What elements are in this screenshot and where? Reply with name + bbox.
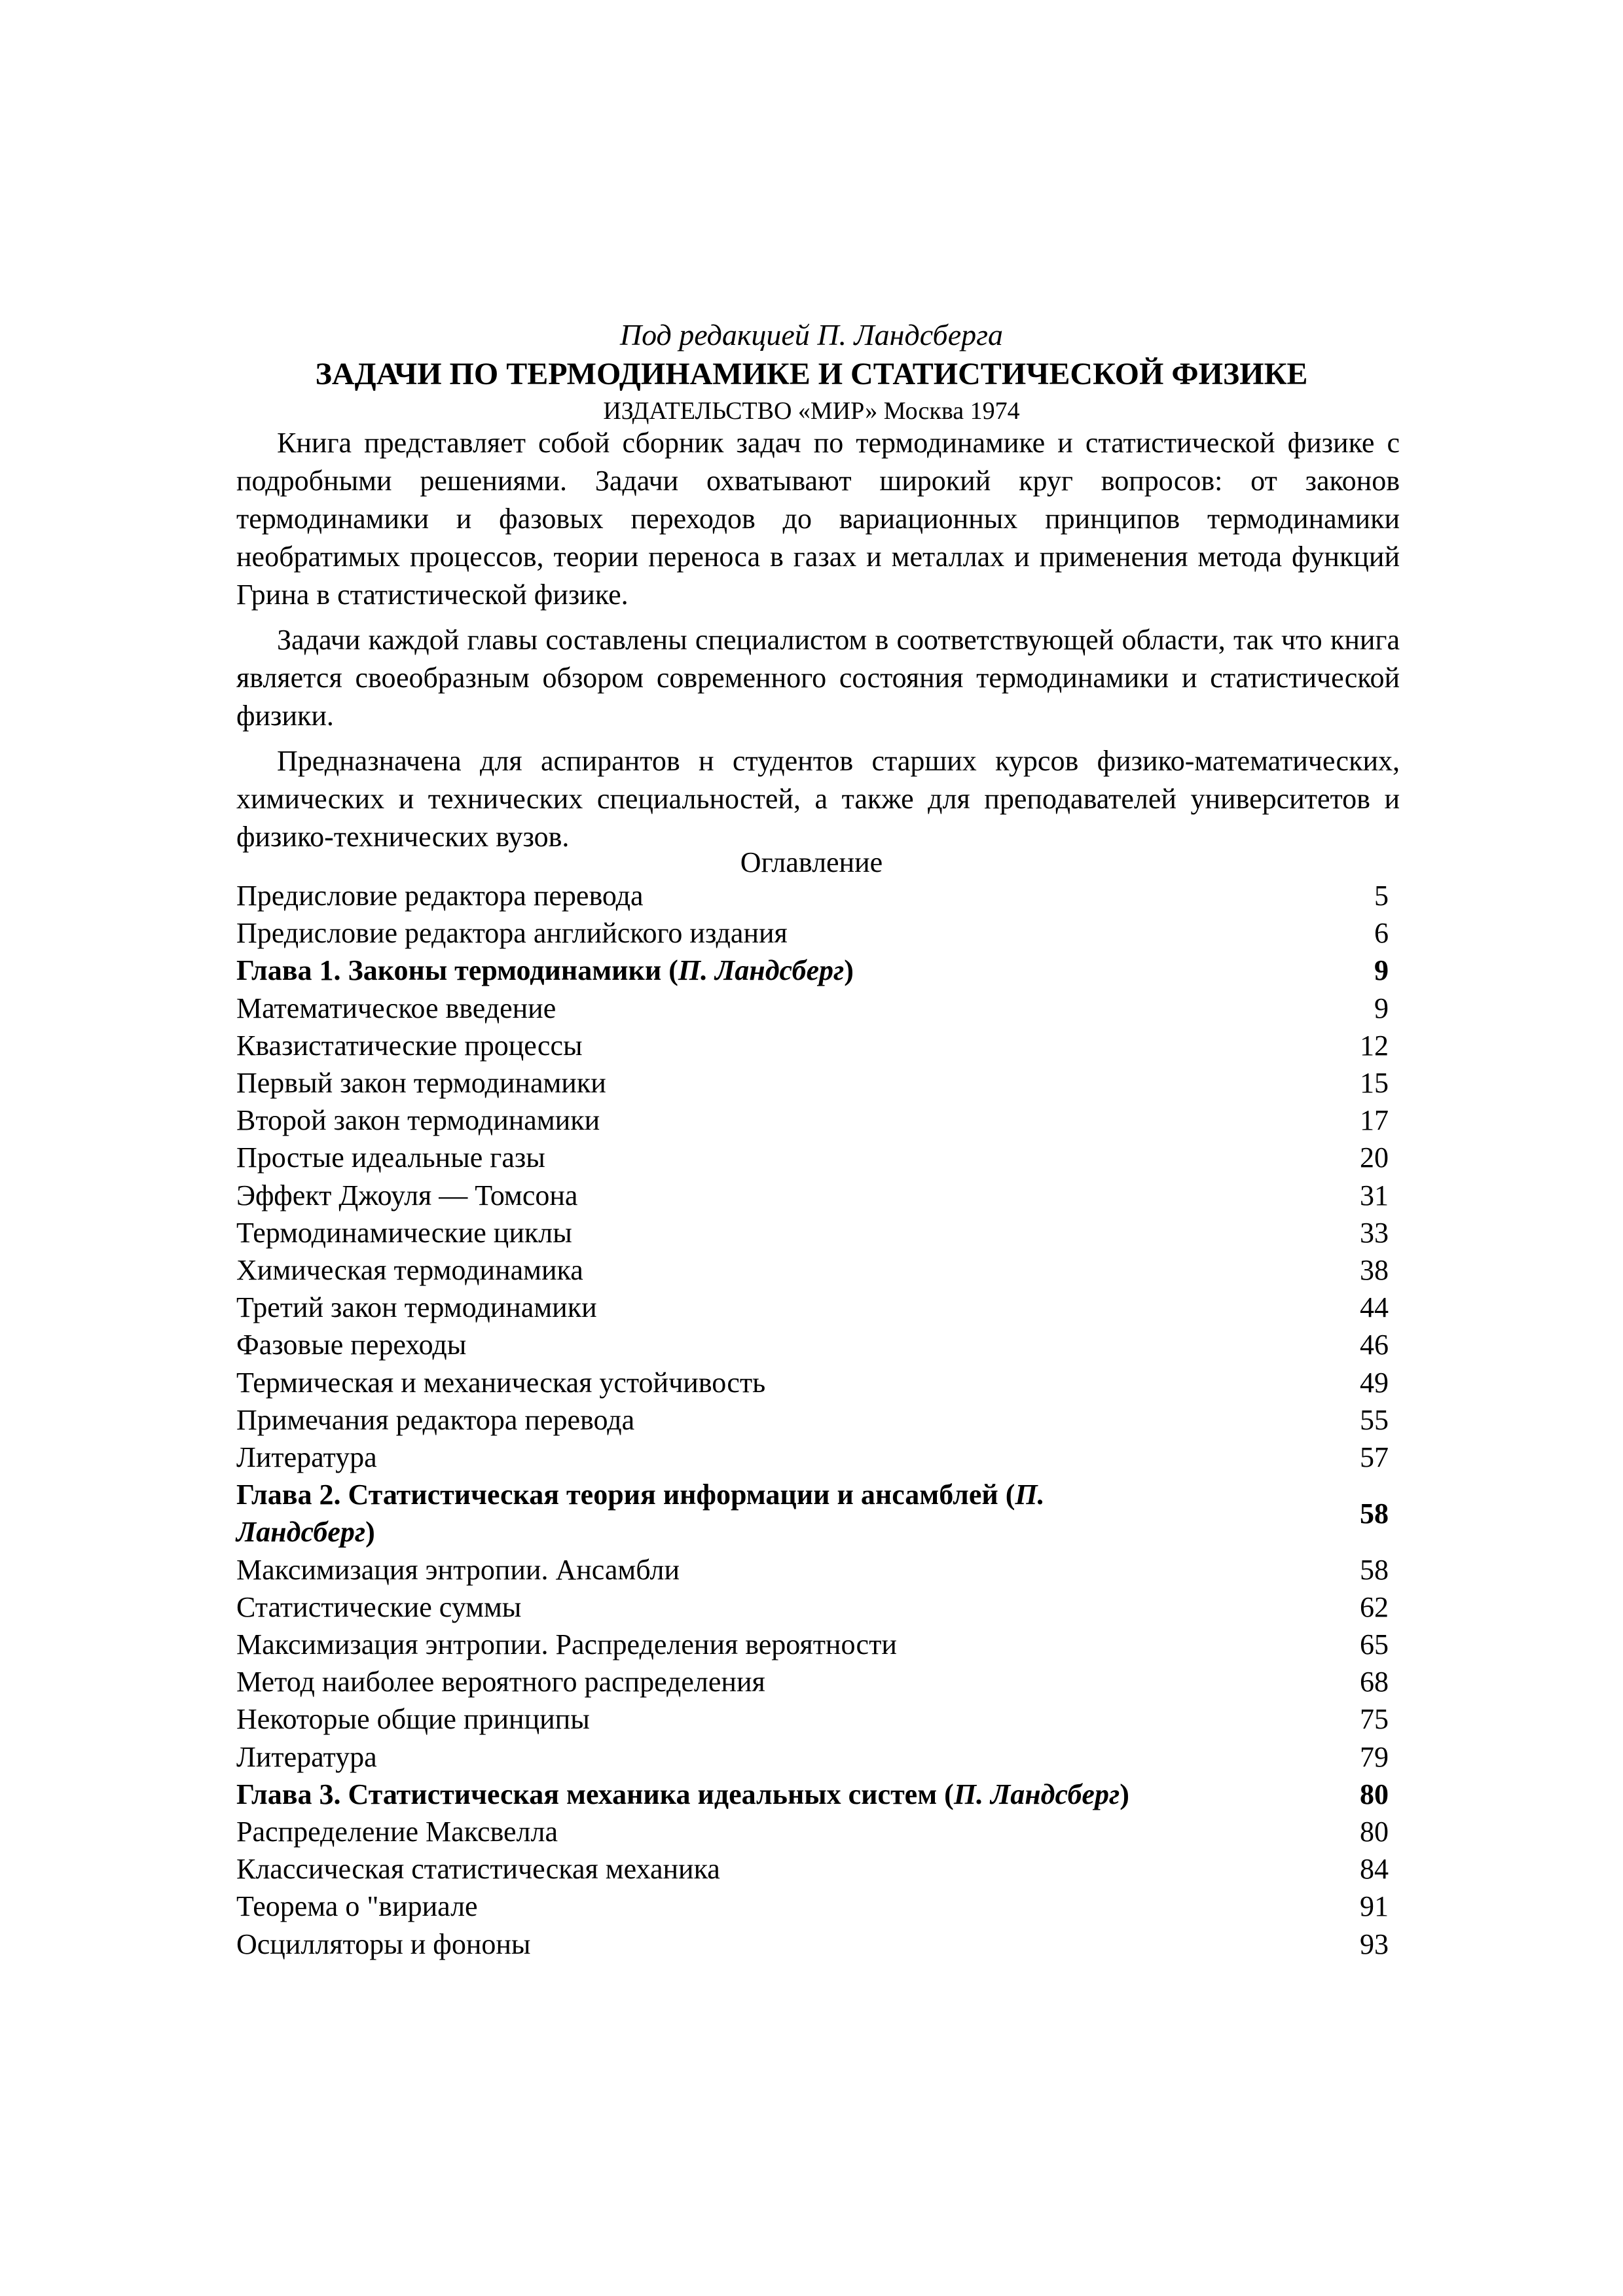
editor-line: Под редакцией П. Ландсберга bbox=[619, 318, 1004, 351]
toc-entry bbox=[236, 1700, 1389, 1738]
toc-entry bbox=[236, 1064, 1389, 1102]
toc-entry-page: 15 bbox=[1360, 1067, 1389, 1100]
toc-entry bbox=[236, 1139, 1389, 1176]
book-title: ЗАДАЧИ ПО ТЕРМОДИНАМИКЕ И СТАТИСТИЧЕСКОЙ ФИЗИКЕ bbox=[315, 357, 1308, 391]
toc-entry-title: Фазовые переходы bbox=[236, 1329, 467, 1361]
toc-entry-page: 17 bbox=[1360, 1104, 1389, 1137]
toc-entry-title: Эффект Джоуля — Томсона bbox=[236, 1179, 578, 1211]
toc-entry bbox=[236, 1326, 1389, 1363]
toc-entry-page: 79 bbox=[1360, 1740, 1389, 1773]
toc-entry-title: Некоторые общие принципы bbox=[236, 1703, 590, 1736]
toc-chapter-title: Глава 2. Статистическая теория информации и ансамблей (П. Ландсберг) bbox=[236, 1479, 1045, 1549]
toc-entry bbox=[236, 914, 1389, 952]
toc-entry-page: 58 bbox=[1360, 1553, 1389, 1586]
toc-chapter-author: П. Ландсберг bbox=[953, 1778, 1120, 1810]
toc-entry-title: Простые идеальные газы bbox=[236, 1141, 545, 1174]
toc-entry bbox=[236, 1551, 1389, 1588]
toc-entry-page: 46 bbox=[1360, 1329, 1389, 1361]
toc-entry-page: 68 bbox=[1360, 1666, 1389, 1698]
toc-entry bbox=[236, 1926, 1389, 1963]
toc-entry bbox=[236, 1588, 1389, 1626]
toc-entry bbox=[236, 1738, 1389, 1776]
toc-chapter-page: 80 bbox=[1360, 1778, 1389, 1810]
toc-entry-page: 65 bbox=[1360, 1628, 1389, 1661]
toc-entry-title: Литература bbox=[236, 1441, 377, 1474]
toc-entry-title: Химическая термодинамика bbox=[236, 1254, 583, 1287]
toc-chapter-page: 9 bbox=[1374, 954, 1389, 987]
toc-chapter-author: П. Ландсберг bbox=[678, 954, 845, 987]
toc-entry bbox=[236, 1102, 1389, 1139]
toc-entry-page: 49 bbox=[1360, 1366, 1389, 1399]
toc-entry bbox=[236, 1850, 1389, 1888]
toc-entry-page: 38 bbox=[1360, 1254, 1389, 1287]
toc-entry-page: 31 bbox=[1360, 1179, 1389, 1211]
toc-entry-page: 6 bbox=[1374, 917, 1389, 950]
toc-entry bbox=[236, 1251, 1389, 1289]
toc-entry-title: Первый закон термодинамики bbox=[236, 1067, 606, 1100]
toc-entry bbox=[236, 1663, 1389, 1700]
toc-entry-page: 33 bbox=[1360, 1216, 1389, 1249]
toc-entry-title: Математическое введение bbox=[236, 992, 556, 1024]
toc-entry-page: 93 bbox=[1360, 1928, 1389, 1960]
abstract bbox=[236, 424, 1400, 863]
toc-entry-title: Максимизация энтропии. Ансамбли bbox=[236, 1553, 680, 1586]
toc-entry bbox=[236, 877, 1389, 914]
toc-entry-title: Примечания редактора перевода bbox=[236, 1403, 635, 1436]
abstract-paragraph: Предназначена для аспирантов н студентов старших курсов физико-математических, химических и технических специальностей, а также для преподавателей университетов и физико-технических вузов. bbox=[236, 745, 1400, 853]
toc-entry-page: 12 bbox=[1360, 1029, 1389, 1062]
toc-entry bbox=[236, 1289, 1389, 1326]
toc-entry-title: Максимизация энтропии. Распределения вероятности bbox=[236, 1628, 897, 1661]
toc-entry bbox=[236, 1364, 1389, 1401]
toc-entry-title: Термическая и механическая устойчивость bbox=[236, 1366, 766, 1399]
toc-chapter-title: Глава 1. Законы термодинамики (П. Ландсберг) bbox=[236, 954, 854, 987]
toc-chapter bbox=[236, 1776, 1389, 1813]
toc-entry-title: Статистические суммы bbox=[236, 1590, 522, 1623]
toc-entry bbox=[236, 1401, 1389, 1439]
toc-entry-page: 20 bbox=[1360, 1141, 1389, 1174]
toc-entry bbox=[236, 1177, 1389, 1214]
toc-entry-page: 84 bbox=[1360, 1853, 1389, 1886]
publisher-line: ИЗДАТЕЛЬСТВО «МИР» Москва 1974 bbox=[603, 397, 1020, 425]
toc-entry-page: 9 bbox=[1374, 992, 1389, 1024]
toc-entry-title: Предисловие редактора перевода bbox=[236, 880, 644, 912]
toc-entry bbox=[236, 990, 1389, 1027]
toc-chapter-title: Глава 3. Статистическая механика идеальных систем (П. Ландсберг) bbox=[236, 1778, 1129, 1810]
toc-entry-page: 44 bbox=[1360, 1291, 1389, 1324]
toc-entry bbox=[236, 1439, 1389, 1476]
toc-chapter-page: 58 bbox=[1360, 1497, 1389, 1530]
abstract-paragraph: Книга представляет собой сборник задач по термодинамике и статистической физике с подробными решениями. Задачи охватывают широкий круг вопросов: от законов термодинамики и фазовых переходов до вариационных принципов термодинамики необратимых процессов, теории переноса в газах и металлах и применения метода функций Грина в статистической физике. bbox=[236, 427, 1400, 611]
toc-entry-title: Второй закон термодинамики bbox=[236, 1104, 600, 1137]
toc-entry bbox=[236, 1214, 1389, 1251]
toc-entry-page: 55 bbox=[1360, 1403, 1389, 1436]
toc-entry bbox=[236, 1027, 1389, 1064]
toc-entry-title: Теорема о "вириале bbox=[236, 1890, 478, 1923]
table-of-contents bbox=[236, 877, 1389, 1963]
toc-entry-title: Распределение Максвелла bbox=[236, 1816, 558, 1848]
toc-heading: Оглавление bbox=[740, 846, 883, 878]
toc-entry-title: Предисловие редактора английского издания bbox=[236, 917, 788, 950]
toc-entry bbox=[236, 1888, 1389, 1925]
toc-entry-page: 91 bbox=[1360, 1890, 1389, 1923]
toc-entry-page: 62 bbox=[1360, 1590, 1389, 1623]
toc-chapter bbox=[236, 952, 1389, 989]
toc-entry-title: Термодинамические циклы bbox=[236, 1216, 572, 1249]
toc-chapter-author: П. Ландсберг bbox=[236, 1479, 1045, 1549]
toc-entry-page: 75 bbox=[1360, 1703, 1389, 1736]
toc-entry-page: 5 bbox=[1374, 880, 1389, 912]
toc-entry-page: 80 bbox=[1360, 1816, 1389, 1848]
toc-entry bbox=[236, 1813, 1389, 1850]
toc-entry bbox=[236, 1626, 1389, 1663]
toc-chapter bbox=[236, 1476, 1389, 1551]
toc-entry-page: 57 bbox=[1360, 1441, 1389, 1474]
toc-entry-title: Литература bbox=[236, 1740, 377, 1773]
toc-entry-title: Классическая статистическая механика bbox=[236, 1853, 720, 1886]
toc-entry-title: Третий закон термодинамики bbox=[236, 1291, 597, 1324]
abstract-paragraph: Задачи каждой главы составлены специалистом в соответствующей области, так что книга является своеобразным обзором современного состояния термодинамики и статистической физики. bbox=[236, 624, 1400, 732]
toc-entry-title: Квазистатические процессы bbox=[236, 1029, 583, 1062]
toc-entry-title: Метод наиболее вероятного распределения bbox=[236, 1666, 765, 1698]
toc-entry-title: Осцилляторы и фононы bbox=[236, 1928, 531, 1960]
